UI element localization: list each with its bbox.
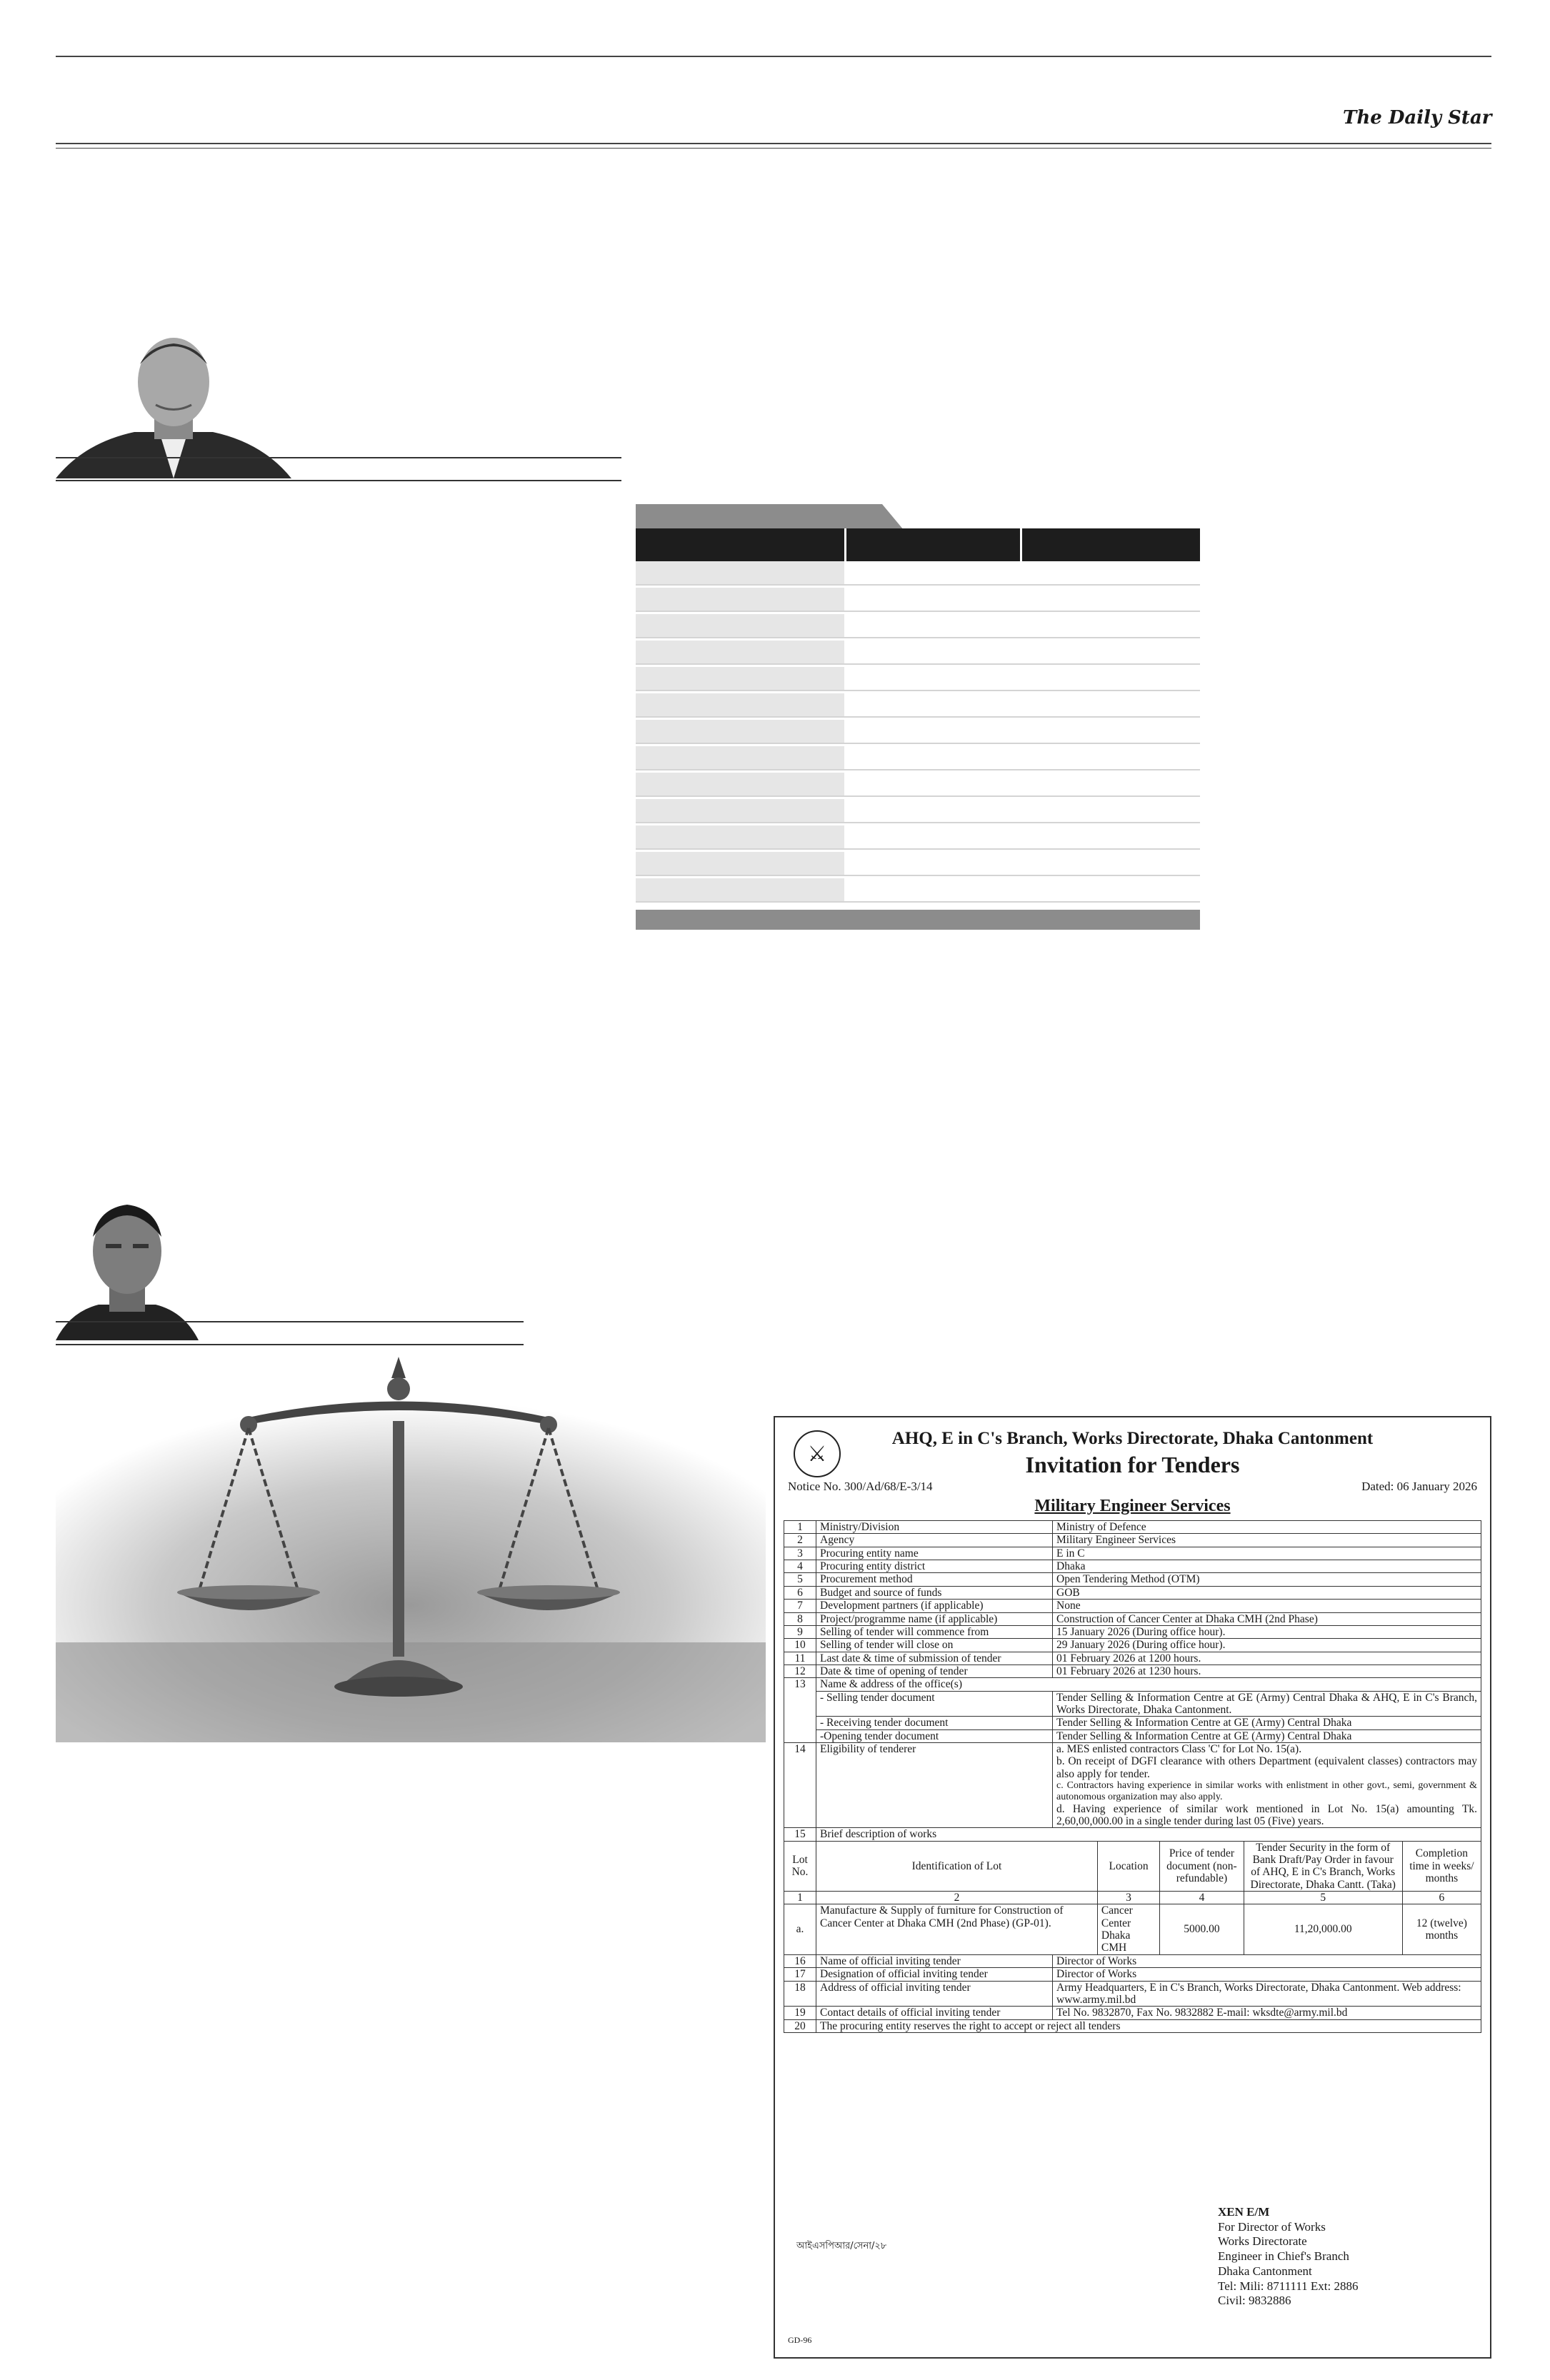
- signature-line: For Director of Works: [1218, 2219, 1326, 2234]
- field-label: Selling of tender will close on: [816, 1639, 1053, 1652]
- signature-line: Works Directorate: [1218, 2234, 1307, 2249]
- field-value: Construction of Cancer Center at Dhaka CMH (2nd Phase): [1053, 1612, 1481, 1625]
- table-row: [636, 588, 1200, 612]
- scales-of-justice-illustration: [56, 1357, 766, 1742]
- field-label: Selling of tender will commence from: [816, 1625, 1053, 1638]
- field-label: Procurement method: [816, 1573, 1053, 1586]
- table-row: 6 Budget and source of funds GOB: [784, 1586, 1481, 1599]
- table-footer-bar: [636, 910, 1200, 930]
- field-value: a. MES enlisted contractors Class 'C' for Lot No. 15(a). b. On receipt of DGFI clearance with others Department (equivalent classes) contractors may also apply for tender. c. Contractors having experience in similar works with enlistment in other govt., semi, government & autonomous organization may also apply. d. Having experience of similar work mentioned in Lot No. 15(a) amounting Tk. 2,60,00,000.00 in a single tender during last 05 (Five) years.: [1053, 1743, 1481, 1828]
- brand-logo: The Daily Star: [1343, 107, 1492, 129]
- table-row: 17 Designation of official inviting tender Director of Works: [784, 1968, 1481, 1981]
- table-row: 13 Name & address of the office(s): [784, 1678, 1481, 1691]
- table-row: 19 Contact details of official inviting tender Tel No. 9832870, Fax No. 9832882 E-mail: wksdte@army.mil.bd: [784, 2007, 1481, 2019]
- table-row: 1 Ministry/Division Ministry of Defence: [784, 1521, 1481, 1534]
- field-label: Name & address of the office(s): [816, 1678, 1481, 1691]
- ad-organization: AHQ, E in C's Branch, Works Directorate, Dhaka Cantonment: [891, 1429, 1374, 1448]
- field-label: -Opening tender document: [816, 1729, 1053, 1742]
- table-row: 16 Name of official inviting tender Director of Works: [784, 1954, 1481, 1967]
- field-value: Tender Selling & Information Centre at GE (Army) Central Dhaka: [1053, 1717, 1481, 1729]
- table-row: 9 Selling of tender will commence from 15 January 2026 (During office hour).: [784, 1625, 1481, 1638]
- field-value: Dhaka: [1053, 1560, 1481, 1573]
- table-row: 7 Development partners (if applicable) None: [784, 1600, 1481, 1612]
- table-row: [636, 614, 1200, 638]
- table-row: [784, 1729, 1481, 1742]
- table-row: [636, 561, 1200, 586]
- table-header-divider: [844, 528, 846, 561]
- table-row: 5 Procurement method Open Tendering Method (OTM): [784, 1573, 1481, 1586]
- table-row: [636, 878, 1200, 903]
- signature-block: [1218, 2205, 1359, 2309]
- field-value: 01 February 2026 at 1230 hours.: [1053, 1665, 1481, 1677]
- table-row: [636, 693, 1200, 718]
- table-header-row: [636, 528, 1200, 561]
- field-label: Procuring entity name: [816, 1547, 1053, 1560]
- table-row: [636, 746, 1200, 770]
- field-label: Contact details of official inviting tender: [816, 2007, 1053, 2019]
- tender-details-table: [784, 1520, 1481, 2033]
- author-rule-2a: [56, 1321, 524, 1322]
- signature-line: Tel: Mili: 8711111 Ext: 2886: [1218, 2279, 1359, 2293]
- table-row: [636, 852, 1200, 876]
- table-row: [636, 720, 1200, 744]
- author-rule-1a: [56, 457, 621, 458]
- field-label: - Selling tender document: [816, 1691, 1053, 1717]
- table-row: 10 Selling of tender will close on 29 January 2026 (During office hour).: [784, 1639, 1481, 1652]
- table-row: 1 2 3 4 5 6: [784, 1892, 1481, 1904]
- field-label: Designation of official inviting tender: [816, 1968, 1053, 1981]
- table-row: [636, 641, 1200, 665]
- signature-line: Civil: 9832886: [1218, 2294, 1291, 2308]
- field-value: Open Tendering Method (OTM): [1053, 1573, 1481, 1586]
- signature-line: XEN E/M: [1218, 2205, 1270, 2219]
- table-row: 14 Eligibility of tenderer a. MES enlisted contractors Class 'C' for Lot No. 15(a). b. On receipt of DGFI clearance with others Department (equivalent classes) contractors may also apply for tender. c. Contractors having experience in similar works with enlistment in other govt., semi, government & autonomous organization may also apply. d. Having experience of similar work mentioned in Lot No. 15(a) amounting Tk. 2,60,00,000.00 in a single tender during last 05 (Five) years.: [784, 1743, 1481, 1828]
- table-row: Lot No. Identification of Lot Location Price of tender document (non-refundable) Tender Security in the form of Bank Draft/Pay Order in favour of AHQ, E in C's Branch, Works Directorate, Dhaka Cantt. (Taka) Completion time in weeks/ months: [784, 1841, 1481, 1891]
- field-label: Date & time of opening of tender: [816, 1665, 1053, 1677]
- field-value: 15 January 2026 (During office hour).: [1053, 1625, 1481, 1638]
- masthead-top-rule: [56, 56, 1491, 57]
- masthead-bottom-rule-thin: [56, 148, 1491, 149]
- field-label: Address of official inviting tender: [816, 1981, 1053, 2007]
- field-label: Last date & time of submission of tender: [816, 1652, 1053, 1665]
- table-row: [636, 773, 1200, 797]
- author-rule-2b: [56, 1344, 524, 1345]
- table-row: 2 Agency Military Engineer Services: [784, 1534, 1481, 1547]
- field-label: Procuring entity district: [816, 1560, 1053, 1573]
- field-value: Director of Works: [1053, 1968, 1481, 1981]
- table-row: 4 Procuring entity district Dhaka: [784, 1560, 1481, 1573]
- table-row: [636, 667, 1200, 691]
- ispr-reference: আইএসপিআর/সেনা/২৮: [796, 2241, 887, 2251]
- ad-title: Invitation for Tenders: [1025, 1452, 1240, 1477]
- field-value: The procuring entity reserves the right to accept or reject all tenders: [816, 2019, 1481, 2032]
- table-row: 15 Brief description of works: [784, 1828, 1481, 1841]
- field-label: Agency: [816, 1534, 1053, 1547]
- signature-line: Dhaka Cantonment: [1218, 2264, 1312, 2278]
- field-value: 01 February 2026 at 1200 hours.: [1053, 1652, 1481, 1665]
- table-row: 11 Last date & time of submission of tender 01 February 2026 at 1200 hours.: [784, 1652, 1481, 1665]
- ad-notice-line: [784, 1480, 1481, 1494]
- table-row: [636, 825, 1200, 850]
- field-value: E in C: [1053, 1547, 1481, 1560]
- table-row: [784, 1717, 1481, 1729]
- field-label: Brief description of works: [816, 1828, 1481, 1841]
- field-value: GOB: [1053, 1586, 1481, 1599]
- table-row: 12 Date & time of opening of tender 01 February 2026 at 1230 hours.: [784, 1665, 1481, 1677]
- field-value: Ministry of Defence: [1053, 1521, 1481, 1534]
- notice-number: Notice No. 300/Ad/68/E-3/14: [788, 1480, 933, 1493]
- field-value: Tender Selling & Information Centre at GE (Army) Central Dhaka: [1053, 1729, 1481, 1742]
- field-value: Director of Works: [1053, 1954, 1481, 1967]
- field-value: Military Engineer Services: [1053, 1534, 1481, 1547]
- field-label: Budget and source of funds: [816, 1586, 1053, 1599]
- field-label: - Receiving tender document: [816, 1717, 1053, 1729]
- field-label: Project/programme name (if applicable): [816, 1612, 1053, 1625]
- field-value: Tel No. 9832870, Fax No. 9832882 E-mail: wksdte@army.mil.bd: [1053, 2007, 1481, 2019]
- field-value: Tender Selling & Information Centre at GE (Army) Central Dhaka & AHQ, E in C's Branch, Works Directorate, Dhaka Cantonment.: [1053, 1691, 1481, 1717]
- field-value: None: [1053, 1600, 1481, 1612]
- table-row: 20 The procuring entity reserves the right to accept or reject all tenders: [784, 2019, 1481, 2032]
- author-photo-1: [56, 325, 291, 482]
- lot-identification: Manufacture & Supply of furniture for Construction of Cancer Center at Dhaka CMH (2nd Phase) (GP-01).: [816, 1904, 1098, 1954]
- field-label: Ministry/Division: [816, 1521, 1053, 1534]
- table-row: 18 Address of official inviting tender Army Headquarters, E in C's Branch, Works Directorate, Dhaka Cantonment. Web address: www.army.mil.bd: [784, 1981, 1481, 2007]
- field-value: 29 January 2026 (During office hour).: [1053, 1639, 1481, 1652]
- table-row: a. Manufacture & Supply of furniture for Construction of Cancer Center at Dhaka CMH (2nd Phase) (GP-01). Cancer Center Dhaka CMH 5000.00 11,20,000.00 12 (twelve) months: [784, 1904, 1481, 1954]
- ad-section-title: Military Engineer Services: [1034, 1497, 1231, 1515]
- masthead-bottom-rule: [56, 143, 1491, 144]
- gd-reference: GD-96: [788, 2335, 812, 2345]
- table-header-divider: [1020, 528, 1022, 561]
- author-rule-1b: [56, 480, 621, 481]
- table-row: [636, 799, 1200, 823]
- table-row: 8 Project/programme name (if applicable) Construction of Cancer Center at Dhaka CMH (2nd Phase): [784, 1612, 1481, 1625]
- notice-date: Dated: 06 January 2026: [1361, 1480, 1477, 1493]
- field-label: Name of official inviting tender: [816, 1954, 1053, 1967]
- table-row: [784, 1691, 1481, 1717]
- field-value: Army Headquarters, E in C's Branch, Works Directorate, Dhaka Cantonment. Web address: www.army.mil.bd: [1053, 1981, 1481, 2007]
- field-label: Eligibility of tenderer: [816, 1743, 1053, 1828]
- signature-line: Engineer in Chief's Branch: [1218, 2249, 1349, 2264]
- tender-advertisement: [774, 1416, 1491, 2359]
- army-crest-icon: ⚔: [794, 1430, 841, 1477]
- field-label: Development partners (if applicable): [816, 1600, 1053, 1612]
- table-title-tab: [636, 504, 904, 530]
- table-row: 3 Procuring entity name E in C: [784, 1547, 1481, 1560]
